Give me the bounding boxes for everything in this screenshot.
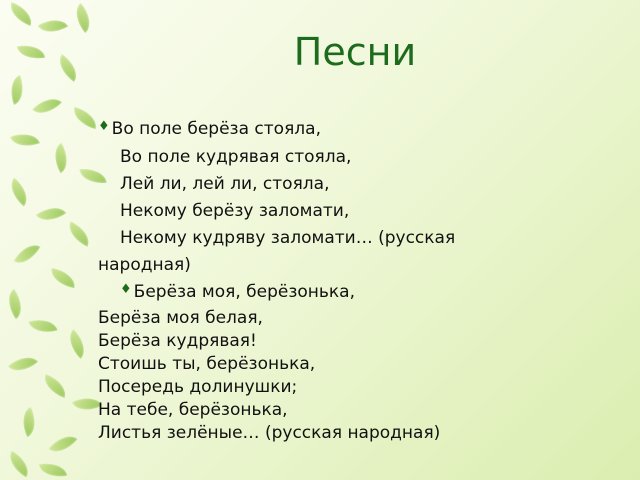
song1-line-6: народная)	[98, 255, 191, 275]
song1-line-2: Во поле кудрявая стояла,	[120, 147, 352, 167]
song2-line-2: Берёза моя белая,	[98, 308, 263, 328]
song2-line-4: Стоишь ты, берёзонька,	[98, 354, 316, 374]
slide-title: Песни	[293, 30, 417, 74]
song1-line-5: Некому кудряву заломати… (русская	[120, 228, 456, 248]
poem-text	[98, 116, 628, 445]
song2-line-3: Берёза кудрявая!	[98, 331, 257, 351]
song2-line-6: На тебе, берёзонька,	[98, 400, 288, 420]
bullet-icon: ♦	[120, 282, 132, 297]
song2-line-5: Посередь долинушки;	[98, 377, 298, 397]
song1-line-4: Некому берёзу заломати,	[120, 201, 350, 221]
song2-line-7: Листья зелёные… (русская народная)	[98, 423, 441, 443]
song1-line-3: Лей ли, лей ли, стояла,	[120, 174, 330, 194]
bullet-icon: ♦	[98, 119, 110, 134]
song1-line-1: ♦ Во поле берёза стояла,	[98, 119, 321, 139]
song2-line-1: ♦ Берёза моя, берёзонька,	[120, 282, 356, 302]
